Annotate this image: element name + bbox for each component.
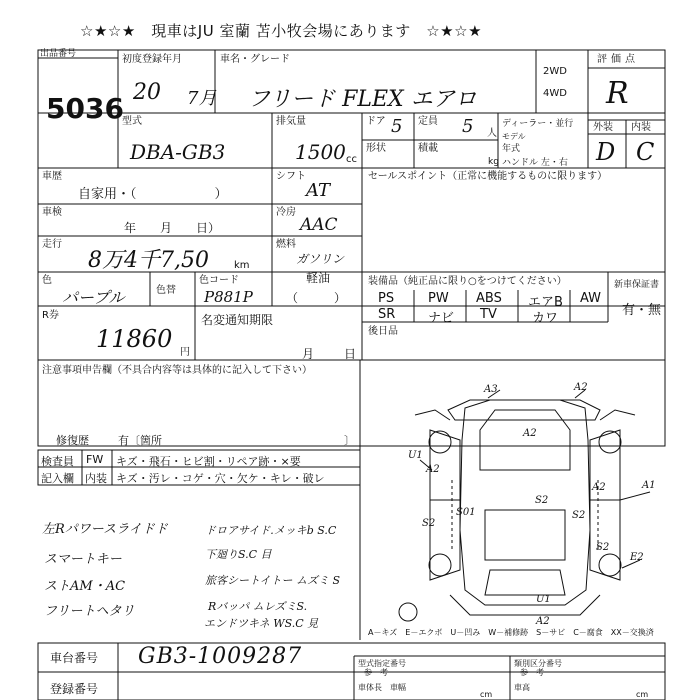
- mark-a2-rear: U1: [536, 594, 551, 605]
- tax-notice-label: 名変通知期限: [201, 313, 274, 327]
- lot-number: 5036: [46, 92, 124, 125]
- fuel-gasoline: ガソリン: [296, 252, 345, 266]
- checker-label: 検査員: [41, 455, 74, 468]
- mark-u1: A2: [592, 482, 606, 493]
- color-label: 色: [42, 275, 52, 286]
- capacity-value: 5: [462, 116, 474, 137]
- class-label: 類別区分番号: [514, 659, 562, 668]
- drive-4wd: 4WD: [543, 88, 567, 99]
- damage-legend: A－キズ E－エクボ U－凹み W－補修跡 S－サビ C－腐食 XX－交換済: [368, 628, 654, 637]
- color-change-label: 色替: [156, 285, 176, 296]
- doors-value: 5: [391, 116, 403, 137]
- warranty-label: 新車保証書: [614, 280, 660, 290]
- exterior-label: 外装: [593, 122, 613, 133]
- drive-2wd: 2WD: [543, 66, 567, 77]
- chassis-value: GB3-1009287: [138, 644, 303, 669]
- usage-value: 自家用・（ ）: [78, 187, 228, 202]
- recycle-value: 11860: [96, 325, 173, 353]
- model-year-label1: モデル: [502, 132, 526, 141]
- equipment-navi: ナビ: [428, 311, 455, 326]
- mark-s2-left: S01: [456, 507, 476, 518]
- color-code: P881P: [204, 288, 253, 306]
- shift-label: シフト: [276, 171, 306, 182]
- note-right-3: 旅客シートイトー ムズミ S: [205, 574, 340, 587]
- car-damage-diagram: [360, 360, 665, 630]
- equipment-tv: TV: [480, 307, 497, 322]
- mark-a2-side: S2: [596, 542, 610, 553]
- handle-label: ハンドル 左・右: [502, 158, 568, 168]
- displacement-unit: cc: [346, 154, 357, 165]
- score-value: R: [606, 76, 629, 111]
- note-left-4: フリートヘタリ: [44, 604, 135, 619]
- interior-score: C: [636, 138, 655, 166]
- exterior-score: D: [596, 138, 616, 166]
- checker-row1: キズ・飛石・ヒビ割・リペア跡・×要: [116, 455, 301, 468]
- cm-2: cm: [636, 690, 649, 699]
- length-width-label: 車体長 車幅: [358, 683, 406, 692]
- tax-notice-day: 日: [344, 347, 357, 361]
- inspection-label: 車検: [42, 207, 62, 218]
- color-code-label: 色コード: [199, 275, 239, 286]
- mark-a2-top: A2: [574, 382, 588, 393]
- mark-a1: U1: [408, 450, 423, 461]
- sales-point-label: セールスポイント（正常に機能するものに限ります）: [368, 171, 608, 182]
- capacity-label: 定員: [418, 116, 438, 127]
- ac-value: AAC: [300, 215, 338, 235]
- repair-label: 修復歴: [56, 434, 89, 447]
- first-reg-label: 初度登録年月: [122, 54, 182, 65]
- load-label: 積載: [418, 143, 438, 154]
- dealer-label: ディーラー・並行: [502, 119, 574, 129]
- checker-fw: FW: [86, 453, 104, 466]
- model-value: DBA-GB3: [130, 140, 226, 164]
- equipment-leather: カワ: [532, 311, 559, 326]
- note-left-3: ストAM・AC: [44, 579, 126, 594]
- mark-s2-center: S2: [535, 495, 549, 506]
- equipment-sr: SR: [378, 307, 396, 322]
- equipment-aw: AW: [580, 291, 602, 306]
- notes-label: 注意事項申告欄（不具合内容等は具体的に記入して下さい）: [42, 365, 312, 376]
- mileage-label: 走行: [42, 239, 62, 250]
- color-value: パープル: [62, 288, 125, 307]
- checker-interior: 内装: [85, 472, 107, 485]
- mark-u1-right: A1: [642, 480, 656, 491]
- note-right-4: Rバッパ ムレズミS.: [208, 600, 308, 613]
- fuel-other: （ ）: [286, 291, 347, 305]
- cm-1: cm: [480, 690, 493, 699]
- lot-label: 出品番号: [40, 49, 77, 59]
- car-name-label: 車名・グレード: [220, 54, 290, 65]
- interior-label: 内装: [631, 122, 651, 133]
- warranty-value: 有・無: [622, 303, 662, 318]
- displacement-label: 排気量: [276, 116, 306, 127]
- equipment-airbag: エアB: [528, 295, 563, 310]
- designation-label: 型式指定番号: [358, 659, 406, 668]
- rear-seat-label: 後日品: [368, 326, 398, 337]
- mark-s2-front: A2: [426, 464, 440, 475]
- equipment-pw: PW: [428, 291, 449, 306]
- recycle-unit: 円: [180, 347, 190, 358]
- displacement-value: 1500: [295, 140, 346, 164]
- tax-notice-month: 月: [302, 347, 315, 361]
- note-left-1: 左Rパワースライドド: [42, 522, 168, 537]
- equipment-ps: PS: [378, 291, 395, 306]
- fuel-diesel: 軽油: [306, 271, 331, 285]
- usage-label: 車歴: [42, 171, 62, 182]
- reg-number-label: 登録番号: [50, 682, 99, 696]
- repair-close: 〕: [344, 434, 355, 447]
- mark-s2-right: S2: [572, 510, 586, 521]
- class-ref: 参 考: [520, 668, 544, 677]
- mark-s2-lower: S2: [422, 518, 436, 529]
- fuel-label: 燃料: [276, 239, 296, 250]
- height-label: 車高: [514, 683, 530, 692]
- equipment-abs: ABS: [476, 291, 502, 306]
- designation-ref: 参 考: [364, 668, 388, 677]
- chassis-label: 車台番号: [50, 651, 99, 665]
- repair-value: 有〔箇所: [118, 434, 162, 447]
- note-left-2: スマートキー: [44, 552, 122, 567]
- note-right-1: ドロアサイド.メッキb S.C: [205, 524, 337, 537]
- car-name-value: フリード FLEX エアロ: [248, 87, 477, 112]
- shape-label: 形状: [366, 143, 386, 154]
- checker-row2: キズ・汚レ・コゲ・穴・欠ケ・キレ・破レ: [116, 472, 325, 485]
- note-right-2: 下廻りS.C 目: [205, 548, 272, 561]
- first-reg-month: 7月: [187, 88, 217, 109]
- mark-a3: A3: [484, 384, 498, 395]
- model-label: 型式: [122, 116, 142, 127]
- recycle-label: R券: [42, 310, 59, 321]
- page-title: ☆★☆★ 現車はJU 室蘭 苫小牧会場にあります ☆★☆★: [80, 22, 483, 40]
- first-reg-year: 20: [133, 80, 161, 105]
- inspection-value: 年 月 日）: [124, 221, 221, 235]
- mileage-unit: km: [234, 260, 250, 271]
- ac-label: 冷房: [276, 207, 296, 218]
- shift-value: AT: [306, 180, 331, 201]
- entry-label: 記入欄: [41, 472, 74, 485]
- mark-s01: A2: [523, 428, 537, 439]
- score-label: 評価点: [597, 54, 639, 65]
- model-year-label2: 年式: [502, 144, 521, 154]
- mark-e2: E2: [630, 552, 644, 563]
- mileage-value: 8万4千7,50: [88, 248, 209, 273]
- note-right-5: エンドツキネ WS.C 見: [204, 617, 319, 630]
- doors-label: ドア: [366, 116, 386, 127]
- capacity-unit: 人: [487, 128, 497, 139]
- load-unit: kg: [488, 157, 499, 167]
- equipment-label: 装備品（純正品に限り○をつけてください）: [368, 276, 567, 287]
- mark-a2-bottom: A2: [536, 616, 550, 627]
